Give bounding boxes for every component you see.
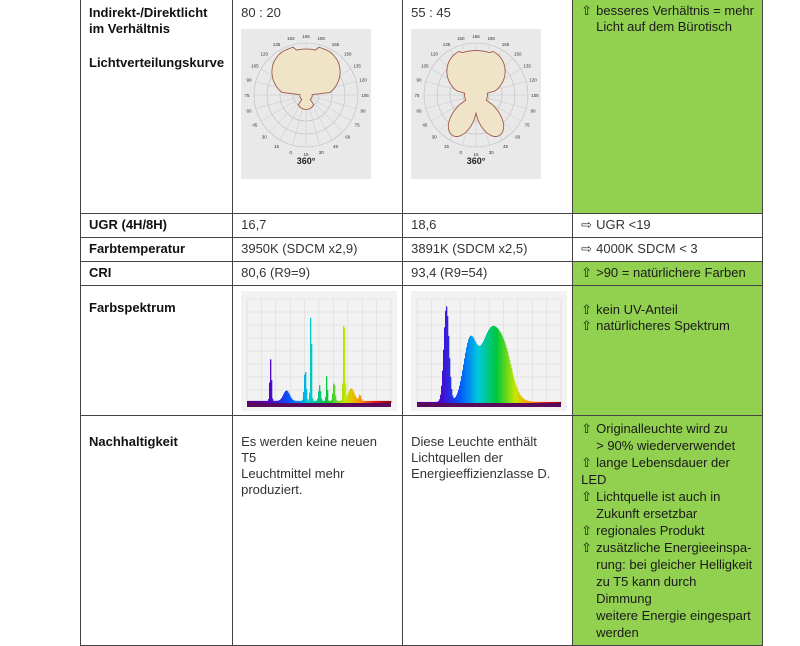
comment-farbtemp: ⇨ 4000K SDCM < 3 — [573, 238, 763, 262]
value-farbtemp-b: 3891K (SDCM x2,5) — [403, 238, 573, 262]
text-nachhaltigkeit-b: Diese Leuchte enthält Lichtquellen der Energieeffizienzlasse D. — [403, 416, 573, 646]
cell-indirekt-b — [403, 0, 573, 214]
polar-angle-label: 135 — [442, 41, 451, 47]
comparison-table — [80, 0, 763, 646]
up-outline-arrow-icon: ⇧ — [581, 318, 593, 333]
label-farbtemp: Farbtemperatur — [81, 238, 233, 262]
cell-spektrum-b — [403, 286, 573, 416]
polar-angle-label: 180 — [487, 36, 496, 42]
spectrum-bar — [390, 401, 391, 403]
up-outline-arrow-icon: ⇧ — [581, 3, 593, 18]
value-cri-a: 80,6 (R9=9) — [233, 262, 403, 286]
value-ugr-b: 18,6 — [403, 214, 573, 238]
polar-angle-label: 45 — [252, 122, 258, 128]
polar-angle-label: 120 — [529, 77, 537, 83]
row-farbtemp — [81, 238, 763, 262]
polar-angle-label: 0 — [459, 149, 463, 155]
ratio-b: 55 : 45 — [411, 5, 451, 20]
polar-angle-label: 105 — [531, 93, 539, 98]
polar-angle-label: 75 — [244, 93, 250, 98]
comment-indirekt: ⇧ besseres Verhältnis = mehr Licht auf dem Bürotisch — [573, 0, 763, 214]
polar-angle-label: 135 — [272, 41, 281, 47]
label-cri: CRI — [81, 262, 233, 286]
polar-angle-label: 150 — [457, 36, 465, 42]
up-outline-arrow-icon: ⇧ — [581, 523, 593, 538]
value-farbtemp-a: 3950K (SDCM x2,9) — [233, 238, 403, 262]
polar-angle-label: 30 — [318, 149, 324, 155]
polar-angle-label: 45 — [422, 122, 428, 128]
spectrum-chart-a — [241, 291, 397, 411]
ratio-a: 80 : 20 — [241, 5, 281, 20]
right-outline-arrow-icon: ⇨ — [581, 241, 593, 256]
value-ugr-a: 16,7 — [233, 214, 403, 238]
polar-angle-label: 105 — [421, 63, 429, 69]
polar-angle-label: 75 — [524, 122, 530, 128]
up-outline-arrow-icon: ⇧ — [581, 540, 593, 555]
label-nachhaltigkeit: Nachhaltigkeit — [81, 416, 233, 646]
row-cri — [81, 262, 763, 286]
polar-angle-label: 75 — [414, 93, 420, 98]
up-outline-arrow-icon: ⇧ — [581, 421, 593, 436]
text-nachhaltigkeit-a: Es werden keine neuen T5 Leuchtmittel mehr produziert. — [233, 416, 403, 646]
row-spektrum — [81, 286, 763, 416]
row-indirekt — [81, 0, 763, 214]
polar-diagram-b — [411, 29, 541, 179]
polar-angle-label: 180 — [317, 36, 326, 42]
label-ugr: UGR (4H/8H) — [81, 214, 233, 238]
polar-angle-label: 60 — [416, 108, 422, 114]
cell-spektrum-a — [233, 286, 403, 416]
polar-angle-label: 60 — [246, 108, 252, 114]
polar-caption: 360° — [296, 156, 316, 166]
polar-angle-label: 45 — [503, 144, 509, 150]
polar-angle-label: 15 — [473, 152, 479, 157]
label-indirekt: Indirekt-/Direktlicht im Verhältnis Lichtverteilungskurve — [81, 0, 233, 214]
polar-angle-label: 90 — [530, 108, 536, 114]
row-ugr — [81, 214, 763, 238]
polar-angle-label: 105 — [361, 93, 369, 98]
comment-cri: ⇧ >90 = natürlichere Farben — [573, 262, 763, 286]
up-outline-arrow-icon: ⇧ — [581, 265, 593, 280]
polar-angle-label: 75 — [354, 122, 360, 128]
polar-angle-label: 60 — [345, 134, 351, 140]
spectrum-bar — [560, 402, 561, 403]
polar-angle-label: 150 — [514, 51, 522, 57]
polar-diagram-a — [241, 29, 371, 179]
label-spektrum: Farbspektrum — [81, 286, 233, 416]
polar-angle-label: 135 — [353, 63, 361, 69]
cell-indirekt-a — [233, 0, 403, 214]
polar-caption: 360° — [466, 156, 486, 166]
value-cri-b: 93,4 (R9=54) — [403, 262, 573, 286]
polar-angle-label: 165 — [501, 41, 510, 47]
polar-angle-label: 90 — [360, 108, 366, 114]
spectrum-chart-b — [411, 291, 567, 411]
polar-angle-label: 165 — [331, 41, 340, 47]
polar-angle-label: 120 — [260, 51, 269, 57]
polar-angle-label: 135 — [523, 63, 531, 69]
up-outline-arrow-icon: ⇧ — [581, 455, 593, 470]
polar-angle-label: 105 — [251, 63, 259, 69]
row-nachhaltigkeit — [81, 416, 763, 646]
up-outline-arrow-icon: ⇧ — [581, 302, 593, 317]
polar-angle-label: 30 — [261, 134, 267, 140]
polar-angle-label: 150 — [344, 51, 352, 57]
polar-angle-label: 90 — [246, 77, 252, 83]
polar-angle-label: 120 — [359, 77, 367, 83]
polar-angle-label: 15 — [303, 152, 309, 157]
polar-angle-label: 30 — [488, 149, 494, 155]
polar-angle-label: 45 — [333, 144, 339, 150]
polar-angle-label: 30 — [431, 134, 437, 140]
right-outline-arrow-icon: ⇨ — [581, 217, 593, 232]
spectrum-bar — [311, 344, 312, 403]
polar-angle-label: 15 — [444, 144, 450, 150]
polar-angle-label: 165 — [302, 34, 310, 39]
polar-angle-label: 150 — [287, 36, 295, 42]
polar-angle-label: 60 — [515, 134, 521, 140]
polar-angle-label: 120 — [430, 51, 439, 57]
polar-angle-label: 90 — [416, 77, 422, 83]
comment-spektrum: ⇧ kein UV-Anteil ⇧ natürlicheres Spektrum — [573, 286, 763, 416]
up-outline-arrow-icon: ⇧ — [581, 489, 593, 504]
polar-angle-label: 15 — [274, 144, 280, 150]
polar-angle-label: 0 — [289, 149, 293, 155]
comment-ugr: ⇨ UGR <19 — [573, 214, 763, 238]
polar-angle-label: 165 — [472, 34, 480, 39]
label-lichtverteilungskurve: Lichtverteilungskurve — [89, 55, 225, 70]
comment-nachhaltigkeit: ⇧ Originalleuchte wird zu > 90% wiederverwendet ⇧ lange Lebensdauer der LED ⇧ Lichtquelle ist auch in Zukunft ersetzbar ⇧ regionales Produkt ⇧ zusätzliche Energieeinspa- rung: bei gleicher Helligkeit zu T5 kann durch Dimmung weitere Energie eingespart werden — [573, 416, 763, 646]
